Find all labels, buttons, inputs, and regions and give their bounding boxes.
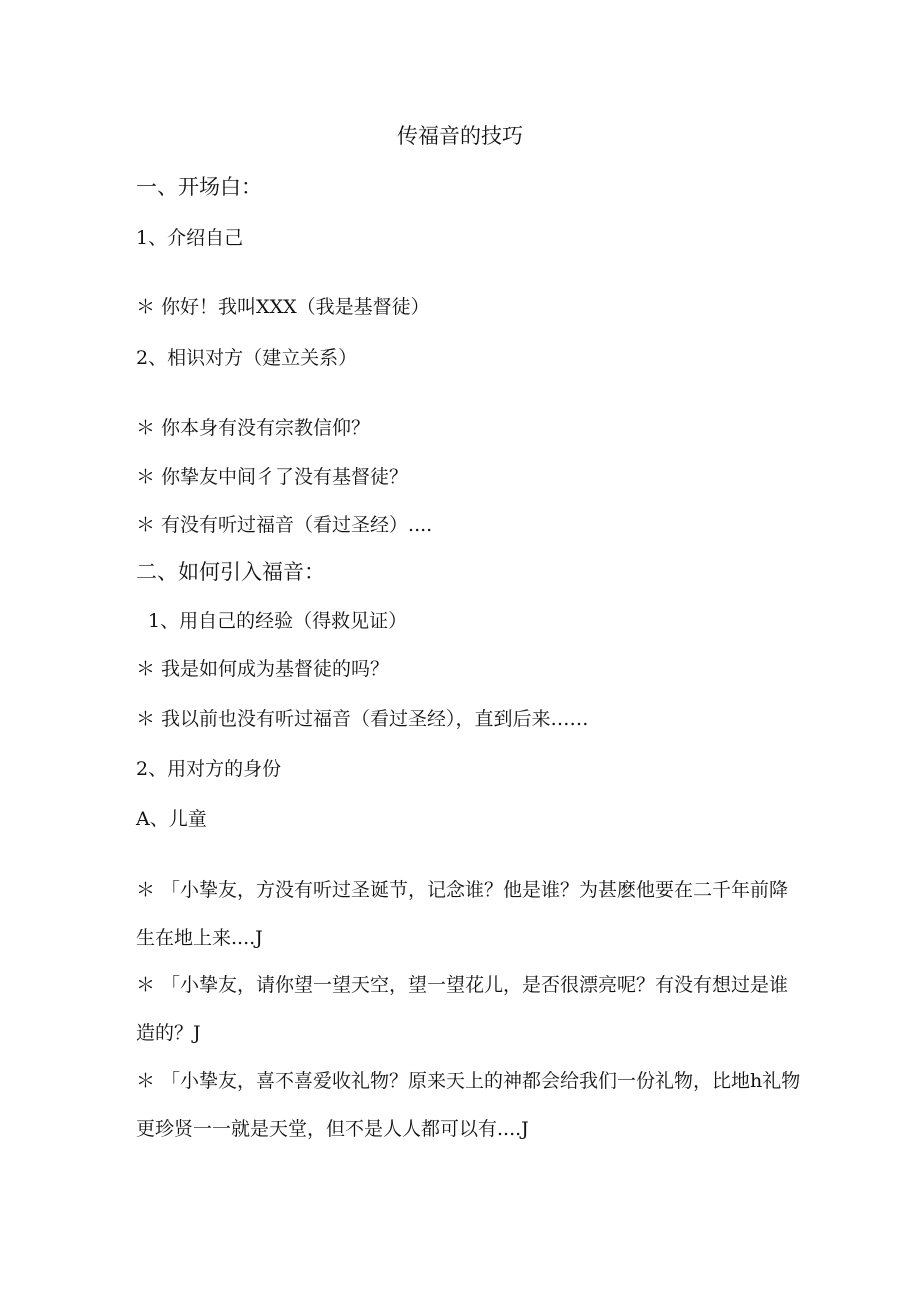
bullet-friends: ＊ 你挚友中间彳了没有基督徒？ [136,466,409,488]
item-other-identity: 2、用对方的身份 [136,758,282,780]
section-heading-introduce-gospel: 二、如何引入福音： [136,560,325,584]
item-own-experience: 1、用自己的经验（得救见证） [148,610,408,632]
item-know-other: 2、相识对方（建立关系） [136,347,358,369]
quote-sky-line2: 造的？J [136,1022,201,1044]
item-introduce-self: 1、介绍自己 [136,227,244,249]
bullet-how-became-christian: ＊ 我是如何成为基督徒的吗？ [136,658,390,680]
quote-gift-line1: ＊ 「小挚友，喜不喜爱收礼物？原来天上的神都会给我们一份礼物，比地h礼物 [136,1070,801,1092]
quote-sky-line1: ＊ 「小挚友，请你望一望天空，望一望花儿，是否很漂亮呢？有没有想过是谁 [136,974,789,996]
section-heading-opening: 一、开场白： [136,175,262,199]
bullet-greeting: ＊ 你好！我叫XXX（我是基督徒） [136,296,430,318]
bullet-religion: ＊ 你本身有没有宗教信仰？ [136,417,371,439]
sub-item-children: A、儿童 [136,808,207,830]
bullet-heard-gospel: ＊ 有没有听过福音（看过圣经）.... [136,514,433,536]
quote-christmas-line1: ＊ 「小挚友，方没有听过圣诞节，记念谁？他是谁？为甚麽他要在二千年前降 [136,879,789,901]
quote-christmas-line2: 生在地上来....J [136,927,263,949]
document-title: 传福音的技巧 [397,124,523,148]
bullet-never-heard: ＊ 我以前也没有听过福音（看过圣经），直到后来…… [136,708,589,730]
quote-gift-line2: 更珍贤一一就是天堂，但不是人人都可以有....J [136,1118,529,1140]
